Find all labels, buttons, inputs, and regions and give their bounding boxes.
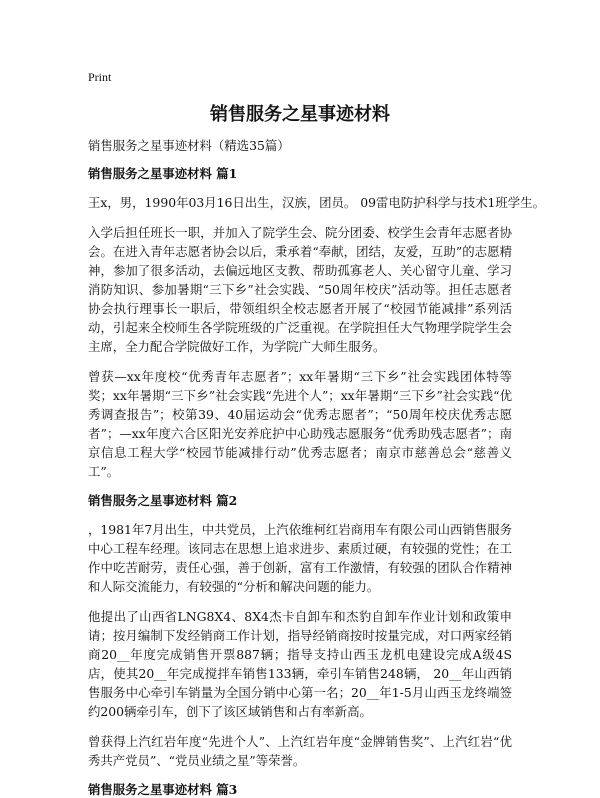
section-2-paragraph-3: 曾获得上汽红岩年度“先进个人”、上汽红岩年度“金牌销售奖”、上汽红岩“优秀共产党员”、“党员业绩之星”等荣誉。 bbox=[88, 734, 512, 768]
section-heading-2: 销售服务之星事迹材料 篇2 bbox=[88, 493, 238, 508]
section-1-paragraph-1: 王x，男，1990年03月16日出生，汉族，团员。 09雷电防护科学与技术1班学生。 bbox=[88, 195, 545, 210]
section-1-paragraph-2: 入学后担任班长一职，并加入了院学生会、院分团委、校学生会青年志愿者协会。在进入青年志愿者协会以后，秉承着“奉献，团结，友爱，互助”的志愿精神，参加了很多活动，去偏远地区支教、帮助孤寡老人、关心留守儿童、学习消防知识、参加暑期“三下乡”社会实践、“50周年校庆”活动等。担任志愿者协会执行理事长一职后，带领组织全校志愿者开展了“校园节能减排”系列活动，引起来全校师生各学院班级的广泛重视。在学院担任大气物理学院学生会主席，全力配合学院做好工作，为学院广大师生服务。 bbox=[88, 225, 512, 354]
section-2-paragraph-2: 他提出了山西省LNG8X4、8X4杰卡自卸车和杰豹自卸车作业计划和政策申请；按月编制下发经销商工作计划，指导经销商按时按量完成，对口两家经销商20__年度完成销售开票887辆；指导支持山西玉龙机电建设完成A级4S店，使其20__年完成搅拌车销售133辆，牵引车销售248辆， 20__年山西销售服务中心牵引车销量为全国分销中心第一名；20__年1-5月山西玉龙终端签约200辆牵引车，创下了该区域销售和占有率新高。 bbox=[88, 609, 512, 719]
print-label: Print bbox=[88, 70, 112, 84]
section-1-paragraph-3: 曾获—xx年度校“优秀青年志愿者”；xx年暑期“三下乡”社会实践团体特等奖；xx年暑期“三下乡”社会实践“先进个人”；xx年暑期“三下乡”社会实践“优秀调查报告”；校第39、40届运动会“优秀志愿者”；“50周年校庆优秀志愿者”；—xx年度六合区阳光安养庇护中心助残志愿服务“优秀助残志愿者”；南京信息工程大学“校园节能减排行动”优秀志愿者；南京市慈善总会“慈善义工”。 bbox=[88, 369, 512, 479]
section-2-paragraph-1: ，1981年7月出生，中共党员，上汽依维柯红岩商用车有限公司山西销售服务中心工程车经理。该同志在思想上追求进步、素质过硬，有较强的党性；在工作中吃苦耐劳，责任心强，善于创新，富有工作激情，有较强的团队合作精神和人际交流能力，有较强的“分析和解决问题的能力。 bbox=[88, 522, 512, 594]
document-title: 销售服务之星事迹材料 bbox=[210, 104, 390, 125]
section-heading-1: 销售服务之星事迹材料 篇1 bbox=[88, 166, 238, 181]
document-subtitle: 销售服务之星事迹材料（精选35篇） bbox=[88, 138, 290, 153]
section-heading-3: 销售服务之星事迹材料 篇3 bbox=[88, 782, 238, 797]
